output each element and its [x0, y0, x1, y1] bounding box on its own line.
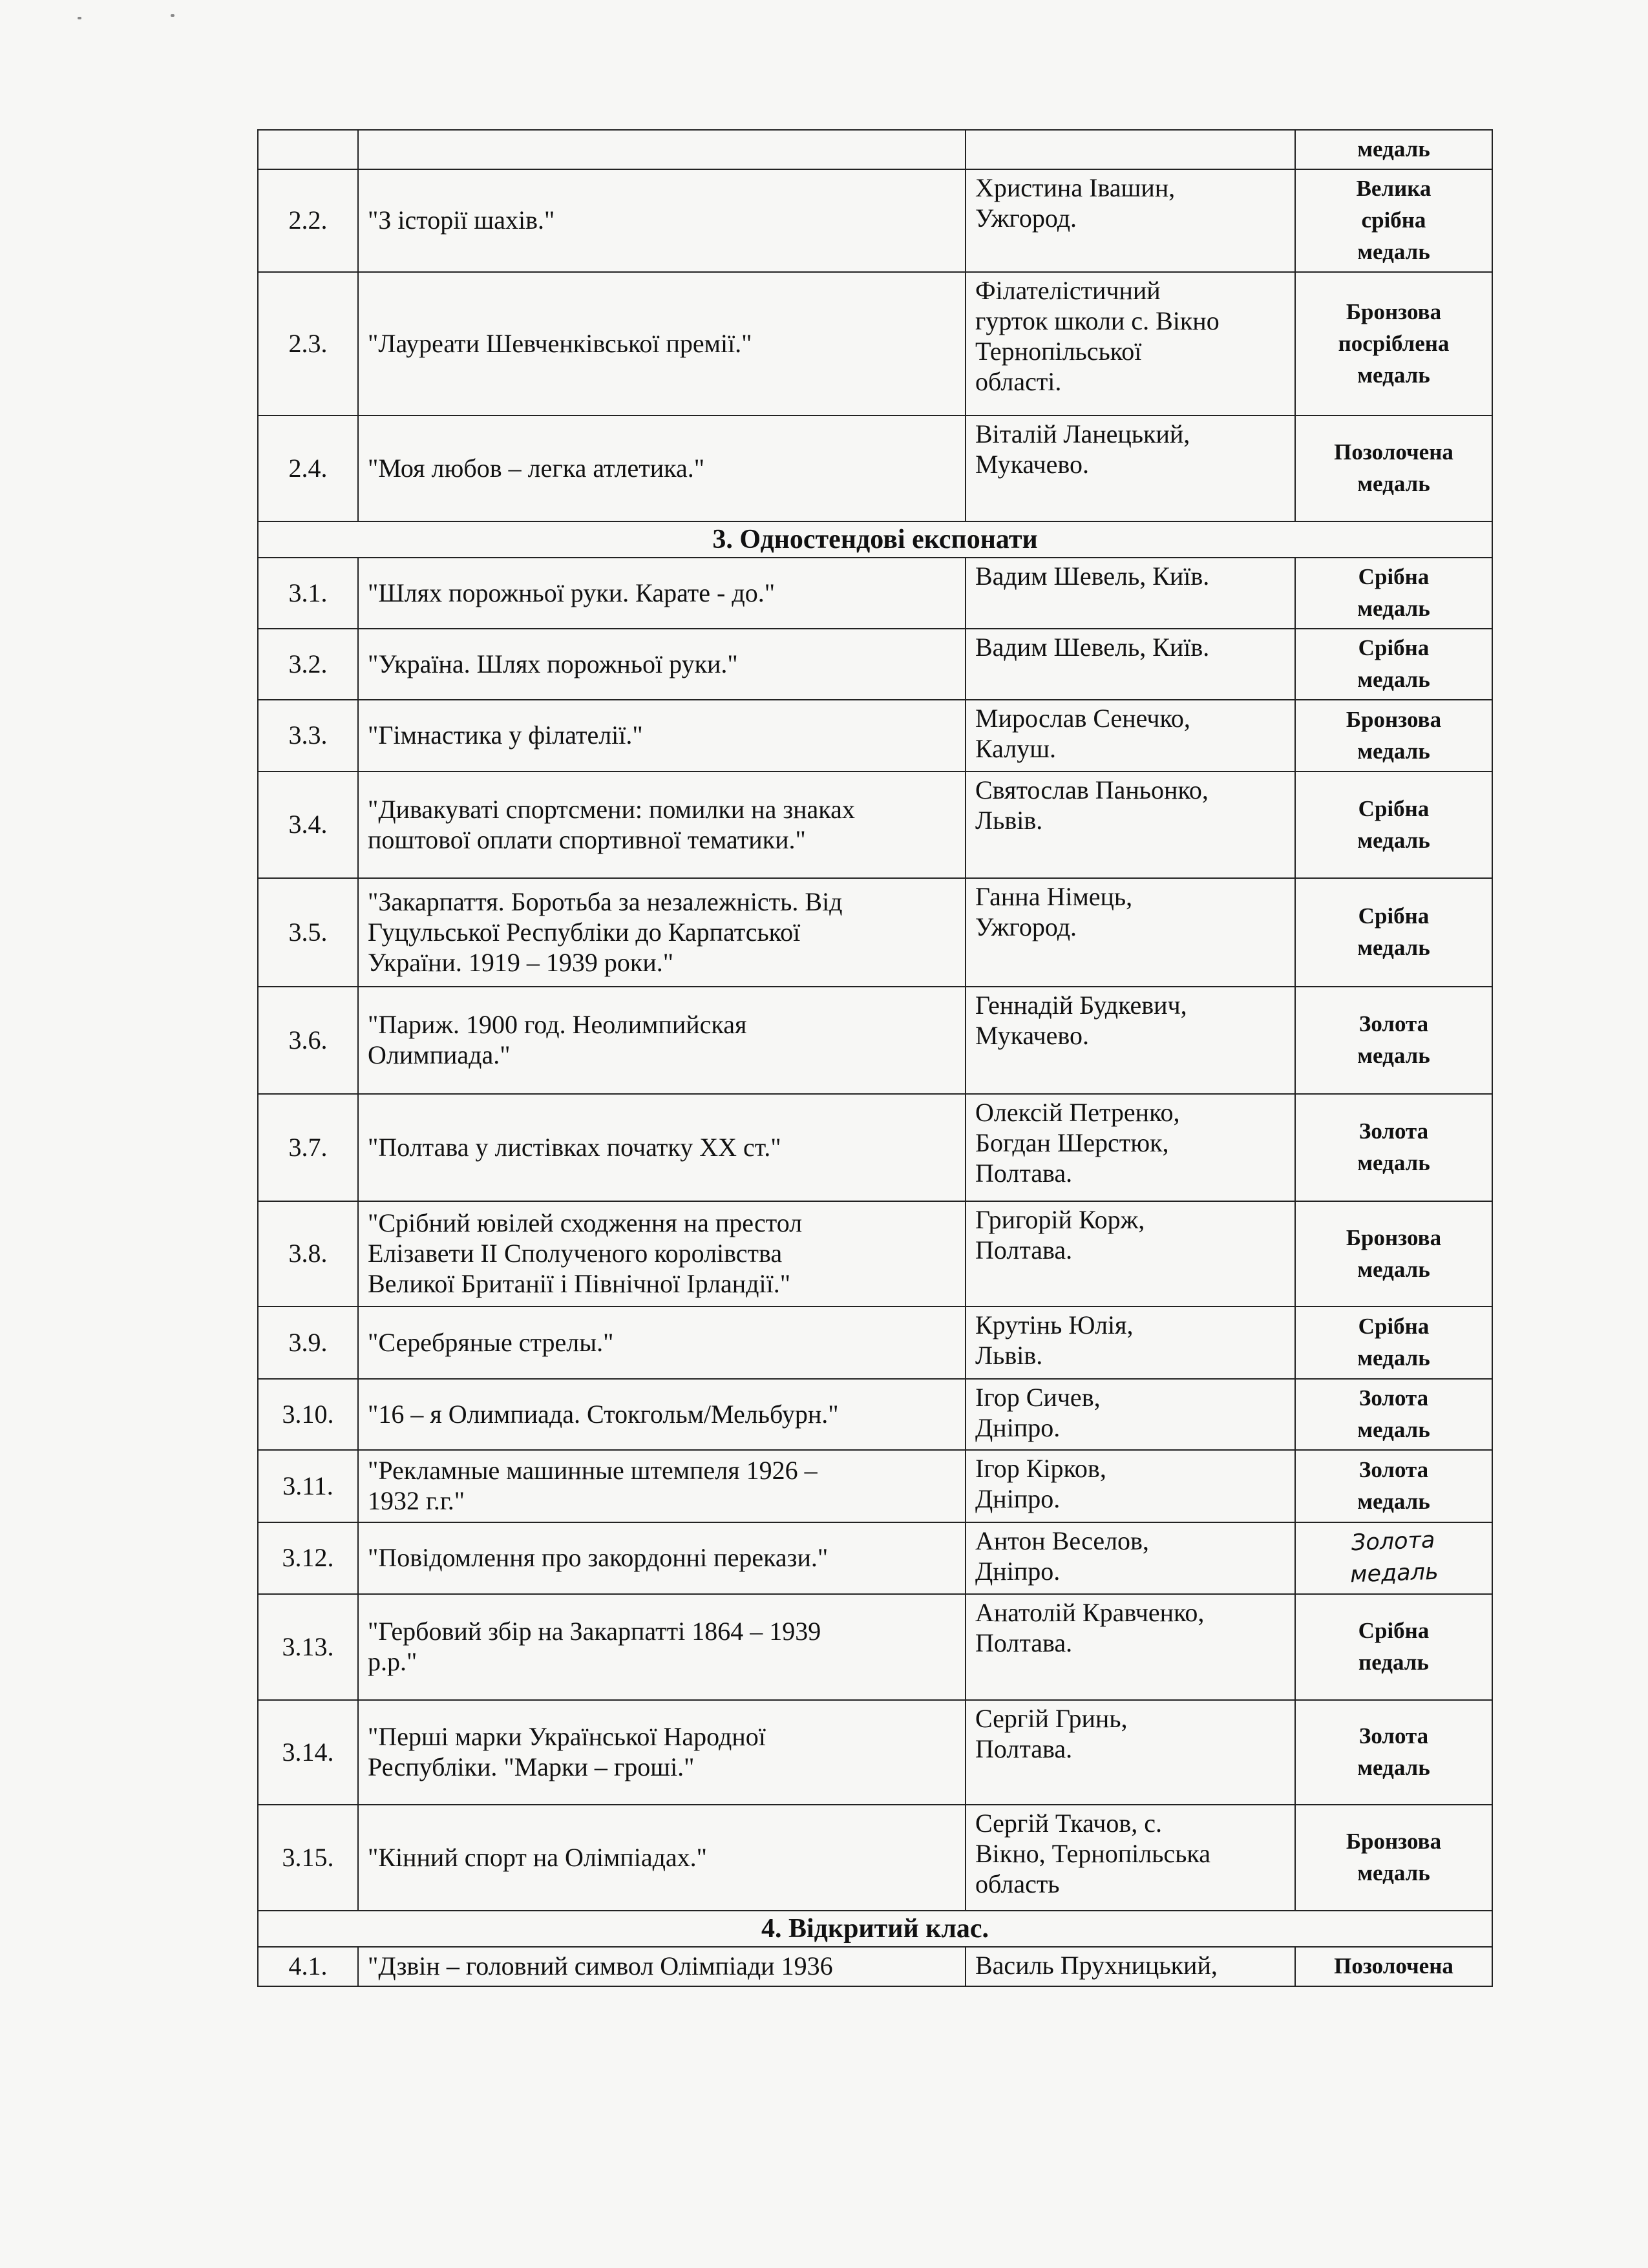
exhibit-number	[258, 1805, 358, 1911]
exhibit-title-text: "Серебряные стрелы."	[368, 1327, 614, 1357]
exhibit-title	[358, 878, 966, 987]
exhibit-award	[1295, 272, 1492, 415]
exhibit-number-text: 3.12.	[282, 1543, 334, 1572]
exhibit-number	[258, 415, 358, 521]
table-row	[258, 1947, 1492, 1986]
exhibit-author-text: Олексій Петренко, Богдан Шерстюк, Полтава.	[975, 1098, 1180, 1188]
exhibit-title-text: "Гербовий збір на Закарпатті 1864 – 1939 р.р."	[368, 1617, 821, 1676]
exhibit-author-text: Ігор Сичев, Дніпро.	[975, 1383, 1101, 1442]
exhibit-award-text: Срібна медаль	[1357, 1314, 1430, 1370]
exhibit-author-text: Антон Веселов, Дніпро.	[975, 1526, 1149, 1586]
exhibit-number	[258, 1307, 358, 1379]
exhibit-award	[1295, 1450, 1492, 1522]
table-row	[258, 1201, 1492, 1307]
exhibit-award	[1295, 772, 1492, 878]
exhibit-number	[258, 1201, 358, 1307]
exhibit-number-text: 3.11.	[282, 1471, 333, 1500]
exhibit-number	[258, 1094, 358, 1201]
exhibit-number	[258, 700, 358, 772]
exhibit-award	[1295, 1947, 1492, 1986]
exhibit-title	[358, 1594, 966, 1700]
exhibit-award-text: Золота медаль	[1357, 1385, 1430, 1442]
exhibit-title-text: "Гімнастика у філателії."	[368, 720, 643, 750]
exhibit-award	[1295, 1700, 1492, 1805]
exhibit-number	[258, 1379, 358, 1450]
exhibit-author	[966, 1947, 1295, 1986]
exhibit-award-text: Золота медаль	[1357, 1118, 1430, 1175]
exhibit-award-text: Бронзова медаль	[1346, 706, 1442, 764]
exhibit-title	[358, 1094, 966, 1201]
exhibit-title	[358, 987, 966, 1094]
exhibit-title	[358, 1379, 966, 1450]
exhibit-author-text: Христина Івашин, Ужгород.	[975, 173, 1176, 233]
exhibit-award	[1295, 629, 1492, 700]
exhibit-title-text: "Перші марки Української Народної Республіки. "Марки – гроші."	[368, 1722, 766, 1781]
exhibit-author	[966, 1307, 1295, 1379]
exhibit-title-text: "Париж. 1900 год. Неолимпийская Олимпиада."	[368, 1010, 747, 1069]
exhibit-title-text: "Срібний ювілей сходження на престол Елізавети II Сполученого королівства Великої Британії і Північної Ірландії."	[368, 1208, 803, 1298]
table-row	[258, 1522, 1492, 1594]
exhibit-title-text: "Моя любов – легка атлетика."	[368, 453, 705, 483]
table-row	[258, 700, 1492, 772]
exhibit-number	[258, 1522, 358, 1594]
exhibit-title	[358, 1522, 966, 1594]
exhibit-author	[966, 1594, 1295, 1700]
exhibit-author-text: Сергій Гринь, Полтава.	[975, 1704, 1128, 1763]
exhibit-number	[258, 272, 358, 415]
exhibit-title	[358, 1700, 966, 1805]
exhibit-author	[966, 1450, 1295, 1522]
exhibit-award	[1295, 169, 1492, 272]
exhibit-number-text: 3.10.	[282, 1399, 334, 1429]
exhibit-author-text: Григорій Корж, Полтава.	[975, 1205, 1145, 1265]
exhibit-number	[258, 1947, 358, 1986]
exhibit-award	[1295, 558, 1492, 629]
exhibit-title-text: "Закарпаття. Боротьба за незалежність. Від Гуцульської Республіки до Карпатської України. 1919 – 1939 роки."	[368, 887, 843, 977]
exhibit-award-text: Позолочена	[1334, 1953, 1453, 1979]
exhibit-title-text: "Кінний спорт на Олімпіадах."	[368, 1842, 707, 1872]
exhibit-number	[258, 130, 358, 169]
exhibit-title-text: "З історії шахів."	[368, 205, 555, 235]
exhibit-award-text: Срібна медаль	[1357, 903, 1430, 960]
exhibit-author	[966, 272, 1295, 415]
exhibit-award-text: Бронзова медаль	[1346, 1224, 1442, 1282]
exhibit-title-text: "Дивакуваті спортсмени: помилки на знаках поштової оплати спортивної тематики."	[368, 794, 855, 854]
exhibit-award	[1295, 700, 1492, 772]
table-row	[258, 1379, 1492, 1450]
exhibit-author	[966, 987, 1295, 1094]
exhibit-number-text: 2.4.	[288, 453, 328, 483]
scan-speck	[78, 17, 81, 19]
exhibit-title	[358, 1307, 966, 1379]
exhibit-number-text: 3.1.	[288, 578, 328, 607]
exhibit-title-text: "Лауреати Шевченківської премії."	[368, 328, 752, 358]
exhibit-award	[1295, 1805, 1492, 1911]
exhibit-title	[358, 1450, 966, 1522]
exhibit-title	[358, 1805, 966, 1911]
exhibit-award-text: Велика срібна медаль	[1356, 176, 1431, 264]
exhibit-title	[358, 629, 966, 700]
table-row	[258, 1307, 1492, 1379]
exhibit-author-text: Мирослав Сенечко, Калуш.	[975, 704, 1190, 763]
table-row	[258, 272, 1492, 415]
exhibit-award-text: Срібна педаль	[1358, 1618, 1430, 1675]
exhibit-author	[966, 772, 1295, 878]
exhibit-number-text: 4.1.	[288, 1951, 328, 1980]
exhibit-award-text: Срібна медаль	[1357, 635, 1430, 692]
exhibit-title-text: "Рекламные машинные штемпеля 1926 – 1932 г.г."	[368, 1456, 818, 1515]
exhibit-number	[258, 1594, 358, 1700]
exhibit-author	[966, 1201, 1295, 1307]
table-row	[258, 169, 1492, 272]
exhibits-table	[257, 129, 1493, 1987]
exhibit-award-text: Срібна медаль	[1357, 795, 1430, 853]
exhibit-title-text: "16 – я Олимпиада. Стокгольм/Мельбурн."	[368, 1399, 839, 1429]
exhibit-title-text: "Шлях порожньої руки. Карате - до."	[368, 578, 776, 607]
exhibit-author-text: Вадим Шевель, Київ.	[975, 633, 1210, 662]
exhibit-author-text: Анатолій Кравченко, Полтава.	[975, 1598, 1205, 1657]
exhibit-author	[966, 878, 1295, 987]
exhibit-award-text: Золота медаль	[1357, 1011, 1430, 1068]
exhibit-author-text: Крутінь Юлія, Львів.	[975, 1310, 1134, 1370]
exhibit-author	[966, 1379, 1295, 1450]
exhibit-award	[1295, 415, 1492, 521]
exhibit-number	[258, 772, 358, 878]
exhibit-title	[358, 415, 966, 521]
exhibit-author	[966, 1522, 1295, 1594]
exhibit-author-text: Сергій Ткачов, с. Вікно, Тернопільська область	[975, 1809, 1211, 1898]
exhibit-number	[258, 629, 358, 700]
section-heading: 3. Одностендові експонати	[258, 521, 1492, 558]
exhibit-number	[258, 878, 358, 987]
exhibit-award	[1295, 1307, 1492, 1379]
exhibit-number-text: 3.13.	[282, 1632, 334, 1661]
table-row	[258, 1594, 1492, 1700]
exhibit-number-text: 2.2.	[288, 205, 328, 235]
exhibit-number	[258, 169, 358, 272]
exhibit-author	[966, 1805, 1295, 1911]
exhibit-author	[966, 629, 1295, 700]
exhibit-title	[358, 169, 966, 272]
exhibit-author-text: Ігор Кірков, Дніпро.	[975, 1454, 1106, 1513]
exhibit-number	[258, 987, 358, 1094]
exhibit-number-text: 3.6.	[288, 1025, 328, 1055]
exhibit-number	[258, 1450, 358, 1522]
exhibit-title-text: "Полтава у листівках початку XX ст."	[368, 1132, 781, 1162]
exhibit-award	[1295, 878, 1492, 987]
exhibit-award: медаль	[1295, 130, 1492, 169]
exhibit-author-text: Вадим Шевель, Київ.	[975, 562, 1210, 591]
exhibit-title	[358, 272, 966, 415]
table-row	[258, 772, 1492, 878]
exhibit-author-text: Святослав Паньонко, Львів.	[975, 775, 1209, 835]
exhibit-award	[1295, 1094, 1492, 1201]
exhibit-number-text: 3.15.	[282, 1842, 334, 1872]
exhibit-author	[966, 415, 1295, 521]
exhibit-number	[258, 1700, 358, 1805]
exhibit-award-text: Золота медаль	[1357, 1723, 1430, 1780]
exhibit-award	[1295, 987, 1492, 1094]
exhibit-author-text: Геннадій Будкевич, Мукачево.	[975, 991, 1187, 1050]
exhibit-author	[966, 558, 1295, 629]
exhibit-number	[258, 558, 358, 629]
section-heading-row	[258, 1911, 1492, 1947]
exhibit-award-text: Золота медаль	[1349, 1527, 1439, 1588]
table-row	[258, 130, 1492, 169]
exhibit-number-text: 3.14.	[282, 1737, 334, 1767]
exhibit-award-text: Бронзова посріблена медаль	[1338, 299, 1450, 388]
table-body	[258, 130, 1492, 1986]
exhibit-award	[1295, 1201, 1492, 1307]
exhibit-author-text: Ганна Німець, Ужгород.	[975, 882, 1133, 941]
exhibit-award-text: Позолочена медаль	[1334, 439, 1453, 496]
exhibit-author	[966, 1700, 1295, 1805]
exhibit-title	[358, 558, 966, 629]
section-heading-row	[258, 521, 1492, 558]
table-row	[258, 1450, 1492, 1522]
exhibit-number-text: 3.9.	[288, 1327, 328, 1357]
exhibit-title	[358, 1947, 966, 1986]
table-row	[258, 629, 1492, 700]
exhibit-title-text: "Дзвін – головний символ Олімпіади 1936	[368, 1951, 833, 1980]
exhibit-title	[358, 130, 966, 169]
exhibit-award	[1295, 1379, 1492, 1450]
exhibit-author	[966, 700, 1295, 772]
exhibit-author	[966, 130, 1295, 169]
exhibit-award	[1295, 1594, 1492, 1700]
table-row	[258, 1805, 1492, 1911]
exhibit-author	[966, 169, 1295, 272]
exhibit-author-text: Василь Прухницький,	[975, 1951, 1218, 1980]
exhibit-number-text: 3.8.	[288, 1239, 328, 1268]
table-row	[258, 558, 1492, 629]
exhibit-award-text: Бронзова медаль	[1346, 1829, 1442, 1885]
exhibit-author-text: Філателістичний гурток школи с. Вікно Тернопільської області.	[975, 276, 1220, 396]
exhibit-title-text: "Україна. Шлях порожньої руки."	[368, 649, 738, 678]
exhibit-number-text: 2.3.	[288, 328, 328, 358]
exhibit-number-text: 3.5.	[288, 917, 328, 947]
exhibit-number-text: 3.3.	[288, 720, 328, 750]
exhibit-author	[966, 1094, 1295, 1201]
section-heading: 4. Відкритий клас.	[258, 1911, 1492, 1947]
scan-speck	[171, 14, 174, 17]
exhibit-title-text: "Повідомлення про закордонні перекази."	[368, 1543, 829, 1572]
table-row	[258, 1700, 1492, 1805]
exhibit-number-text: 3.7.	[288, 1132, 328, 1162]
table-row	[258, 1094, 1492, 1201]
exhibit-award-text: Срібна медаль	[1357, 564, 1430, 621]
exhibit-title	[358, 772, 966, 878]
table-row	[258, 878, 1492, 987]
exhibit-author-text: Віталій Ланецький, Мукачево.	[975, 419, 1190, 479]
table-row	[258, 415, 1492, 521]
table-row	[258, 987, 1492, 1094]
exhibit-title	[358, 700, 966, 772]
exhibit-number-text: 3.2.	[288, 649, 328, 678]
exhibit-award	[1294, 1519, 1494, 1598]
exhibit-award-text: Золота медаль	[1357, 1457, 1430, 1514]
exhibit-number-text: 3.4.	[288, 810, 328, 839]
exhibit-title	[358, 1201, 966, 1307]
